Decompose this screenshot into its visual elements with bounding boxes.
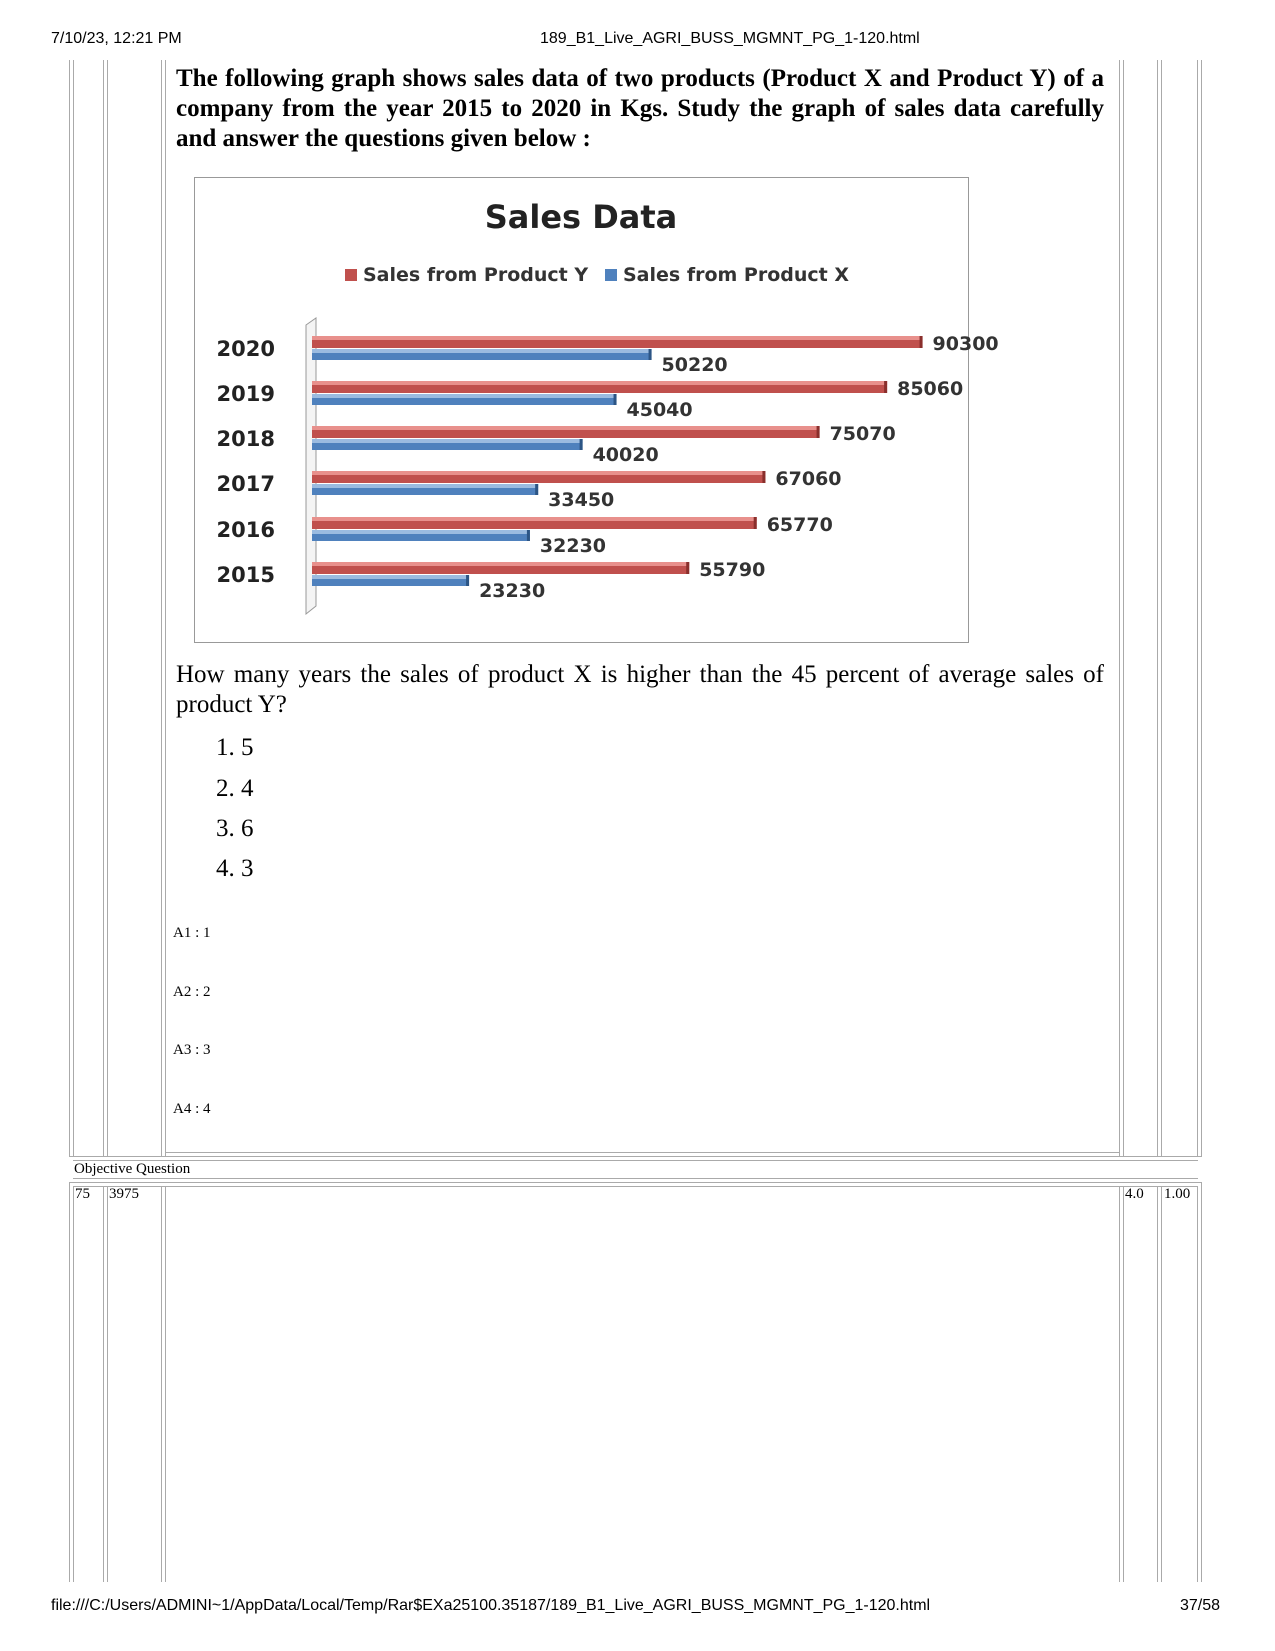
bar-product-x-end <box>580 439 583 450</box>
question-intro: The following graph shows sales data of two products (Product X and Product Y) of a company from the year 2015 to 2020 in Kgs. Study the graph of sales data carefully and answer the questions given below : <box>176 65 1104 152</box>
answer-4: A4 : 4 <box>173 1101 211 1117</box>
legend-label: Sales from Product Y <box>363 264 589 286</box>
bar-product-x-end <box>535 484 538 495</box>
row-number: 75 <box>75 1186 90 1202</box>
bar-product-y-highlight <box>312 336 923 340</box>
category-label: 2017 <box>216 472 275 496</box>
data-label-y: 90300 <box>932 333 999 355</box>
print-datetime: 7/10/23, 12:21 PM <box>51 30 182 47</box>
bar-product-x-end <box>649 349 652 360</box>
sales-chart <box>194 177 999 643</box>
option-4: 4. 3 <box>216 855 254 882</box>
category-label: 2019 <box>216 382 275 406</box>
category-label: 2016 <box>216 518 275 542</box>
bar-product-x-end <box>527 530 530 541</box>
answer-3: A3 : 3 <box>173 1042 211 1058</box>
bar-product-y-end <box>754 517 757 529</box>
category-label: 2015 <box>216 563 275 587</box>
bar-product-y-end <box>884 381 887 393</box>
data-label-y: 85060 <box>897 378 964 400</box>
chart-title: Sales Data <box>484 198 678 236</box>
bar-product-y-end <box>817 426 820 438</box>
marks: 4.0 <box>1125 1186 1144 1202</box>
bar-product-x-highlight <box>312 349 652 353</box>
bar-product-x-highlight <box>312 439 583 443</box>
option-3: 3. 6 <box>216 815 254 842</box>
legend-swatch <box>345 269 357 281</box>
question-id: 3975 <box>109 1186 139 1202</box>
bar-product-x-highlight <box>312 530 530 534</box>
legend-swatch <box>605 269 617 281</box>
bar-product-x-end <box>614 394 617 405</box>
bar-product-x-highlight <box>312 484 538 488</box>
section-label: Objective Question <box>74 1161 191 1177</box>
data-label-x: 40020 <box>592 444 659 466</box>
data-label-y: 55790 <box>699 559 766 581</box>
option-1: 1. 5 <box>216 734 254 761</box>
data-label-x: 23230 <box>479 580 546 602</box>
bar-product-y-end <box>920 336 923 348</box>
data-label-y: 67060 <box>775 468 842 490</box>
bar-product-y-end <box>762 471 765 483</box>
option-2: 2. 4 <box>216 775 254 802</box>
file-path: file:///C:/Users/ADMINI~1/AppData/Local/Temp/Rar$EXa25100.35187/189_B1_Live_AGRI_BUSS_MGMNT_PG_1-120.html <box>51 1597 931 1614</box>
bar-product-y-end <box>686 562 689 574</box>
bar-product-x-end <box>466 575 469 586</box>
page-number: 37/58 <box>1180 1597 1221 1614</box>
data-label-x: 50220 <box>661 354 728 376</box>
bar-product-y-highlight <box>312 381 887 385</box>
data-label-y: 65770 <box>766 514 833 536</box>
category-label: 2020 <box>216 337 275 361</box>
bar-product-y-highlight <box>312 426 820 430</box>
bar-product-x-highlight <box>312 394 617 398</box>
data-label-y: 75070 <box>829 423 896 445</box>
bar-product-y-highlight <box>312 562 689 566</box>
category-label: 2018 <box>216 427 275 451</box>
data-label-x: 45040 <box>626 399 693 421</box>
bar-product-x-highlight <box>312 575 469 579</box>
bar-product-y-highlight <box>312 471 765 475</box>
question-text: How many years the sales of product X is higher than the 45 percent of average sales of product Y? <box>176 661 1104 718</box>
answer-1: A1 : 1 <box>173 925 211 941</box>
legend-label: Sales from Product X <box>623 264 850 286</box>
sales-chart-svg <box>195 178 999 642</box>
data-label-x: 32230 <box>539 535 607 557</box>
bar-product-y-highlight <box>312 517 757 521</box>
answer-2: A2 : 2 <box>173 984 211 1000</box>
negative-marks: 1.00 <box>1164 1186 1191 1202</box>
print-title: 189_B1_Live_AGRI_BUSS_MGMNT_PG_1-120.html <box>540 30 920 47</box>
data-label-x: 33450 <box>548 489 615 511</box>
